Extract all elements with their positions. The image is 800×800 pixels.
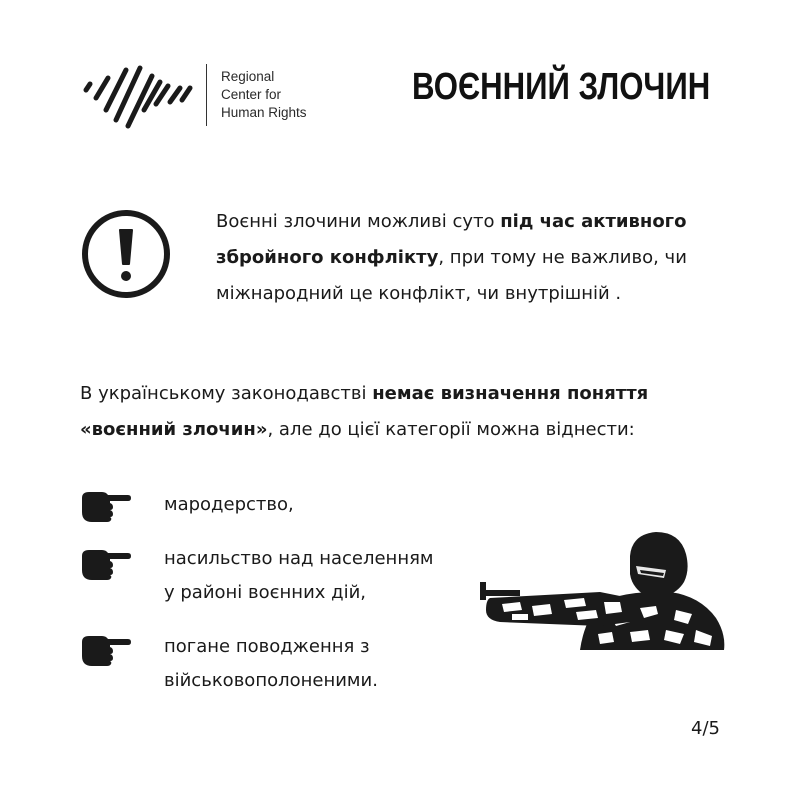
pointing-hand-icon — [80, 546, 132, 582]
intro-text-end: , при тому не важливо, чи міжнародний це конфлікт, чи внутрішній . — [216, 247, 687, 304]
logo-line: Center for — [221, 87, 282, 102]
logo-divider — [206, 64, 207, 126]
law-text-end: , але до цієї категорії можна віднести: — [267, 419, 635, 440]
list-item-line: у районі воєнних дій, — [164, 582, 367, 603]
intro-text: Воєнні злочини можливі суто — [216, 211, 501, 232]
organization-logo — [82, 60, 322, 132]
list-item-line: погане поводження з — [164, 636, 370, 657]
logo-stripes-icon — [82, 60, 197, 132]
page-number: 4/5 — [691, 718, 720, 739]
pointing-hand-icon — [80, 488, 132, 524]
list-item-line: насильство над населенням — [164, 548, 434, 569]
page-title: ВОЄННИЙ ЗЛОЧИН — [412, 66, 711, 108]
exclamation-circle-icon — [80, 208, 172, 300]
law-bold: немає визначення поняття «воєнний злочин» — [80, 383, 649, 440]
law-text: В українському законодавстві — [80, 383, 373, 404]
intro-paragraph — [216, 204, 736, 312]
pointing-hand-icon — [80, 632, 132, 668]
logo-line: Human Rights — [221, 105, 307, 120]
list-item-text — [164, 488, 544, 522]
law-paragraph — [80, 376, 740, 448]
list-item-line: мародерство, — [164, 494, 294, 515]
logo-text — [221, 68, 307, 122]
soldier-with-rifle-illustration — [480, 526, 730, 656]
logo-line: Regional — [221, 69, 275, 84]
list-item-line: військовополоненими. — [164, 670, 378, 691]
intro-bold: під час активного збройного конфлікту — [216, 211, 687, 268]
